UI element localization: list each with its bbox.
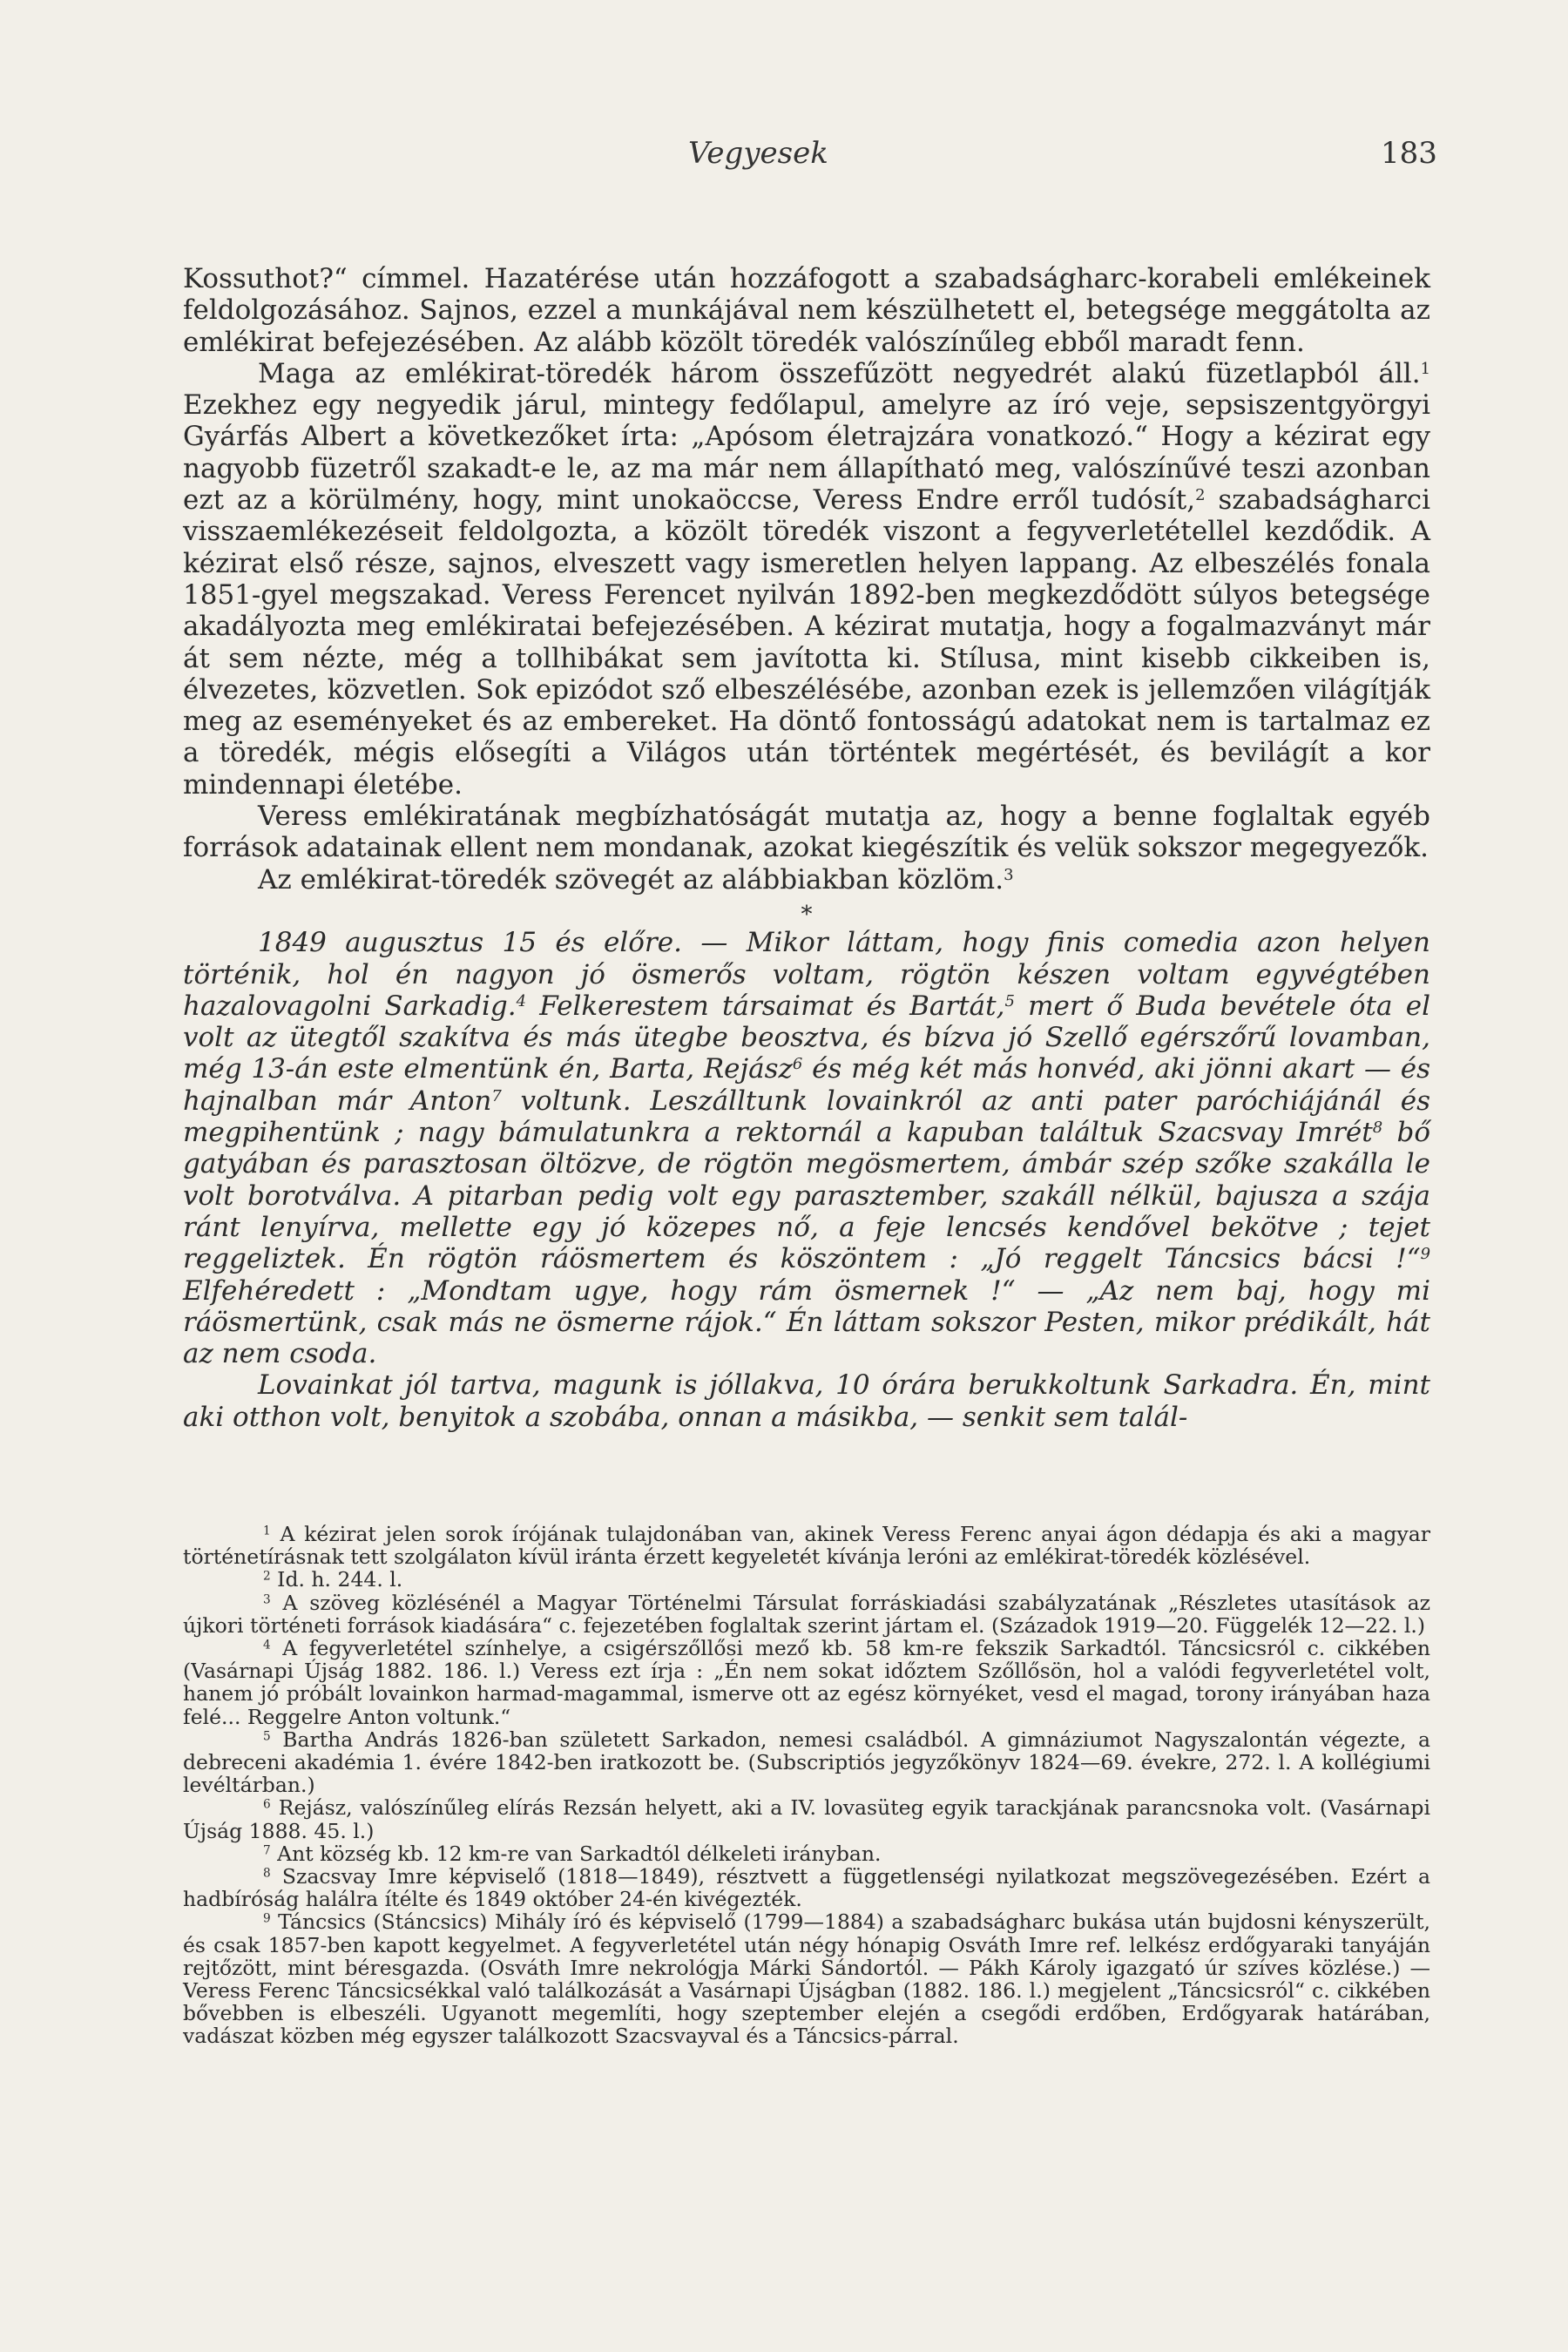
- footnote-1-number: 1: [263, 1524, 271, 1538]
- footnote-ref-8: 8: [1372, 1119, 1383, 1138]
- paragraph-2: [183, 358, 1430, 801]
- footnote-3: [183, 1592, 1430, 1637]
- paragraph-4: [183, 864, 1430, 896]
- footnote-6: [183, 1796, 1430, 1842]
- footnote-ref-5: 5: [1004, 991, 1015, 1010]
- footnote-5: [183, 1728, 1430, 1797]
- paragraph-1: Kossuthot?“ címmel. Hazatérése után hozzáfogott a szabadságharc-korabeli emlékeinek feldolgozásához. Sajnos, ezzel a munkájával nem készülhetett el, betegsége meggátolta az emlékirat befejezésében. Az alább közölt töredék valószínűleg ebből maradt fenn.: [183, 263, 1430, 358]
- running-header: [0, 136, 1568, 188]
- section-separator: *: [801, 901, 813, 928]
- memoir-paragraph-1: [183, 927, 1430, 1369]
- footnote-5-number: 5: [263, 1729, 271, 1744]
- footnote-9-number: 9: [263, 1911, 271, 1926]
- memoir-text-g: Elfehéredett : „Mondtam ugye, hogy rám ösmernek !“ — „Az nem baj, hogy mi ráösmertünk, csak más ne ösmerne rájok.“ Én láttam sokszor Pesten, mikor prédikált, hát az nem csoda.: [183, 1274, 1430, 1370]
- footnote-7-text: Ant község kb. 12 km-re van Sarkadtól délkeleti irányban.: [277, 1841, 882, 1866]
- footnote-3-text: A szöveg közlésénél a Magyar Történelmi Társulat forráskiadási szabályzatának „Részletes utasítások az újkori történeti források kiadására“ c. fejezetében foglaltak szerint jártam el. (Századok 1919—20. Függelék 12—22. l.): [183, 1590, 1430, 1638]
- footnote-5-text: Bartha András 1826-ban született Sarkadon, nemesi családból. A gimnáziumot Nagyszalontán végezte, a debreceni akadémia 1. évére 1842-ben iratkozott be. (Subscriptiós jegyzőkönyv 1824—69. évekre, 272. l. A kollégiumi levéltárban.): [183, 1727, 1430, 1798]
- footnotes: [183, 1523, 1430, 2048]
- footnote-2-text: Id. h. 244. l.: [277, 1567, 403, 1592]
- footnote-3-number: 3: [263, 1592, 271, 1607]
- footnote-8-text: Szacsvay Imre képviselő (1818—1849), résztvett a függetlenségi nyilatkozat megszövegezésében. Ezért a hadbíróság halálra ítélte és 1849 október 24-én kivégezték.: [183, 1864, 1430, 1912]
- running-title: Vegyesek: [688, 136, 828, 171]
- footnote-4-number: 4: [263, 1638, 271, 1652]
- footnote-6-text: Rejász, valószínűleg elírás Rezsán helyett, aki a IV. lovasüteg egyik tarackjának parancsnoka volt. (Vasárnapi Újság 1888. 45. l.): [183, 1795, 1430, 1843]
- footnote-ref-7: 7: [491, 1086, 502, 1105]
- footnote-6-number: 6: [263, 1797, 271, 1812]
- memoir-paragraph-2: Lovainkat jól tartva, magunk is jóllakva, 10 órára berukkoltunk Sarkadra. Én, mint aki otthon volt, benyitok a szobába, onnan a másikba, — senkit sem talál-: [183, 1369, 1430, 1433]
- footnote-ref-3: 3: [1004, 865, 1014, 884]
- footnote-ref-6: 6: [792, 1055, 803, 1074]
- footnote-7-number: 7: [263, 1843, 271, 1858]
- footnote-4-text: A fegyverletétel színhelye, a csigérszőllősi mező kb. 58 km-re fekszik Sarkadtól. Táncsicsról c. cikkében (Vasárnapi Újság 1882. 186. l.) Veress ezt írja : „Én nem sokat időztem Szőllősön, hol a valódi fegyverletétel volt, hanem jó próbált lovainkon harmad-magammal, ismerve ott az egész környéket, vesd el magad, torony irányában haza felé... Reggelre Anton voltunk.“: [183, 1636, 1430, 1729]
- footnote-1: [183, 1523, 1430, 1568]
- page-number: 183: [1381, 136, 1437, 171]
- footnote-4: [183, 1637, 1430, 1728]
- footnote-8: [183, 1865, 1430, 1910]
- main-text: [183, 263, 1430, 1433]
- footnote-9: [183, 1910, 1430, 2047]
- footnote-9-text: Táncsics (Stáncsics) Mihály író és képviselő (1799—1884) a szabadságharc bukása után bujdosni kényszerült, és csak 1857-ben kapott kegyelmet. A fegyverletétel után négy hónapig Osváth Imre ref. lelkész erdőgyaraki tanyáján rejtőzött, mint béresgazda. (Osváth Imre nekrológja Márki Sándortól. — Pákh Károly igazgató úr szíves közlése.) — Veress Ferenc Táncsicsékkal való találkozását a Vasárnapi Újságban (1882. 186. l.) megjelent „Táncsicsról“ c. cikkében bővebben is elbeszéli. Ugyanott megemlíti, hogy szeptember elején a csegődi erdőben, Erdőgyarak határában, vadászat közben még egyszer találkozott Szacsvayval és a Táncsics-párral.: [183, 1909, 1430, 2049]
- paragraph-3: Veress emlékiratának megbízhatóságát mutatja az, hogy a benne foglaltak egyéb források adatainak ellent nem mondanak, azokat kiegészítik és velük sokszor megegyezők.: [183, 801, 1430, 864]
- memoir-text-a: 1849 augusztus 15 és előre. — Mikor láttam, hogy finis comedia azon helyen történik, hol én nagyon jó ösmerős voltam, rögtön készen voltam egyvégtében hazalovagolni Sarkadig.: [183, 927, 1430, 1022]
- paragraph-2-text-b: Ezekhez egy negyedik járul, mintegy fedőlapul, amelyre az író veje, sepsiszentgyörgyi Gyárfás Albert a következőket írta: „Apósom életrajzára vonatkozó.“ Hogy a kézirat egy nagyobb füzetről szakadt-e le, az ma már nem állapítható meg, valószínűvé teszi azonban ezt az a körülmény, hogy, mint unokaöccse, Veress Endre erről tudósít,: [183, 389, 1430, 517]
- footnote-ref-2: 2: [1195, 486, 1206, 505]
- footnote-2: [183, 1568, 1430, 1591]
- memoir-text-f: bő gatyában és parasztosan öltözve, de rögtön megösmertem, ámbár szép szőke szakálla le volt borotválva. A pitarban pedig volt egy parasztember, szakáll nélkül, bajusza a szája ránt lenyírva, mellette egy jó közepes nő, a feje lencsés kendővel bekötve ; tejet reggeliztek. Én rögtön ráösmertem és köszöntem : „Jó reggelt Táncsics bácsi !“: [183, 1117, 1430, 1275]
- memoir-text-e: voltunk. Leszálltunk lovainkról az anti pater paróchiájánál és megpihentünk ; nagy bámulatunkra a rektornál a kapuban találtuk Szacsvay Imrét: [183, 1085, 1430, 1149]
- paragraph-2-text-c: szabadságharci visszaemlékezéseit feldolgozta, a közölt töredék viszont a fegyverletétellel kezdődik. A kézirat első része, sajnos, elveszett vagy ismeretlen helyen lappang. Az elbeszélés fonala 1851-gyel megszakad. Veress Ferencet nyilván 1892-ben megkezdődött súlyos betegsége akadályozta meg emlékiratai befejezésében. A kézirat mutatja, hogy a fogalmazványt már át sem nézte, még a tollhibákat sem javította ki. Stílusa, mint kisebb cikkeiben is, élvezetes, közvetlen. Sok epizódot sző elbeszélésébe, azonban ezek is jellemzően világítják meg az eseményeket és az embereket. Ha döntő fontosságú adatokat nem is tartalmaz ez a töredék, mégis elősegíti a Világos után történtek megértését, és bevilágít a kor mindennapi életébe.: [183, 484, 1430, 801]
- memoir-text-c: mert ő Buda bevétele óta el volt az ütegtől szakítva és más ütegbe beosztva, és bízva jó Szellő egérszőrű lovamban, még 13-án este elmentünk én, Barta, Rejász: [183, 990, 1430, 1085]
- footnote-8-number: 8: [263, 1866, 271, 1881]
- footnote-2-number: 2: [263, 1569, 271, 1584]
- footnote-1-text: A kézirat jelen sorok írójának tulajdonában van, akinek Veress Ferenc anyai ágon dédapja és aki a magyar történetírásnak tett szolgálaton kívül iránta érzett kegyeletét kívánja leróni az emlékirat-töredék közlésével.: [183, 1522, 1430, 1570]
- footnote-7: [183, 1842, 1430, 1865]
- footnote-ref-4: 4: [516, 991, 527, 1010]
- memoir-text-d: és még két más honvéd, aki jönni akart — és hajnalban már Anton: [183, 1053, 1430, 1117]
- paragraph-2-text-a: Maga az emlékirat-töredék három összefűzött negyedrét alakú füzetlapból áll.: [258, 357, 1421, 389]
- footnote-ref-9: 9: [1420, 1245, 1430, 1264]
- memoir-text-b: Felkerestem társaimat és Bartát,: [526, 990, 1005, 1022]
- footnote-ref-1: 1: [1420, 360, 1430, 379]
- paragraph-4-text: Az emlékirat-töredék szövegét az alábbiakban közlöm.: [258, 863, 1004, 896]
